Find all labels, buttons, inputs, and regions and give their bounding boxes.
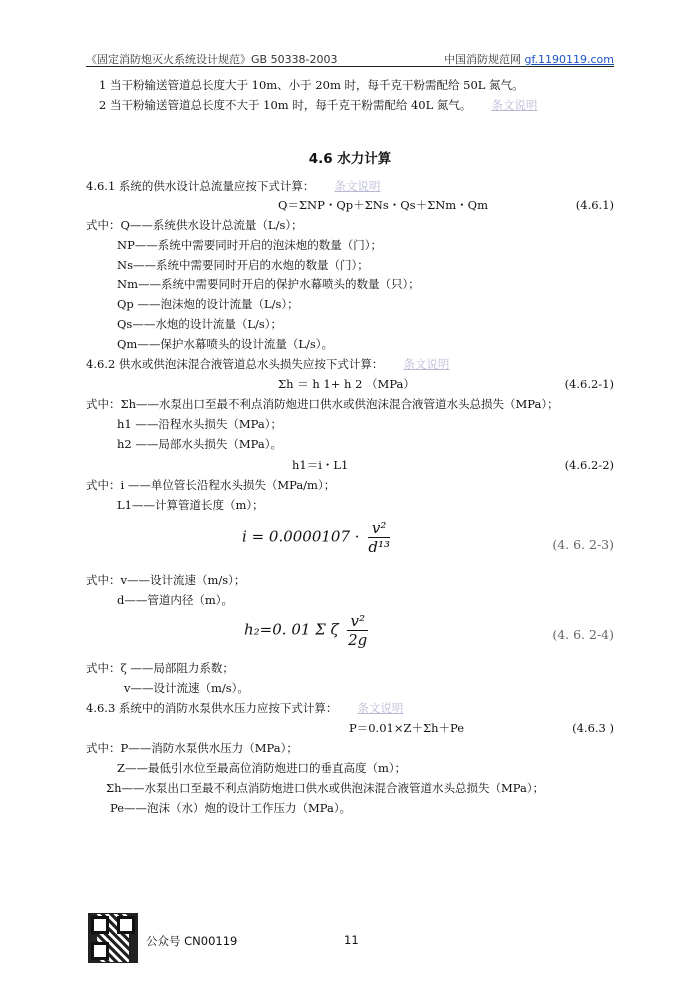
formula-fraction: $\frac{\text{v²}}{2g}$: [348, 612, 368, 649]
def-line: 式中：P——消防水泵供水压力（MPa）；: [86, 741, 298, 755]
doc-header-title: 《固定消防炮灭火系统设计规范》GB 50338-2003: [86, 53, 338, 66]
formula-462-3: i = 0.0000107 · $\frac{\text{v²}}{\text{d¹³}}$: [242, 519, 390, 556]
formula-462-2: h1＝i・L1: [292, 458, 349, 472]
site-url-link[interactable]: gf.1190119.com: [524, 53, 614, 66]
def-line: 式中：ζ ——局部阻力系数；: [86, 661, 234, 675]
def-line: d——管道内径（m）。: [117, 593, 234, 607]
qr-code-image: [88, 913, 138, 963]
page-number: 11: [344, 933, 359, 947]
clause-463-heading: 4.6.3 系统中的消防水泵供水压力应按下式计算： 条文说明: [86, 701, 404, 715]
eqno-462-2: (4.6.2-2): [564, 458, 614, 472]
def-line: v——设计流速（m/s）。: [124, 681, 249, 695]
def-line: 式中：Σh——水泵出口至最不利点消防炮进口供水或供泡沫混合液管道水头总损失（MPa）；: [86, 397, 559, 411]
formula-463: P＝0.01×Z＋Σh＋Pe: [349, 721, 465, 735]
doc-header-site: [444, 51, 614, 67]
eqno-463: (4.6.3 ): [572, 721, 614, 735]
clause-note-link[interactable]: 条文说明: [357, 701, 404, 715]
eqno-461: (4.6.1): [575, 198, 614, 212]
clause-note-link[interactable]: 条文说明: [403, 357, 450, 371]
def-line: Qs——水炮的设计流量（L/s）；: [117, 317, 282, 331]
wechat-account: 公众号 CN00119: [146, 934, 238, 948]
clause-note-link[interactable]: 条文说明: [334, 179, 381, 193]
eqno-462-3: (4. 6. 2-3): [552, 537, 614, 552]
section-title: 4.6 水力计算: [308, 151, 392, 167]
intro-item-1: 1 当干粉输送管道总长度大于 10m、小于 20m 时，每千克干粉需配给 50L 氮气。: [99, 78, 524, 92]
clause-461-heading: 4.6.1 系统的供水设计总流量应按下式计算： 条文说明: [86, 179, 381, 193]
def-line: h1 ——沿程水头损失（MPa）；: [117, 417, 282, 431]
formula-461: Q＝ΣNP・Qp＋ΣNs・Qs＋ΣNm・Qm: [278, 198, 489, 212]
def-line: 式中：i ——单位管长沿程水头损失（MPa/m）；: [86, 478, 336, 492]
def-line: Nm——系统中需要同时开启的保护水幕喷头的数量（只）；: [117, 277, 420, 291]
def-line: L1——计算管道长度（m）；: [117, 498, 264, 512]
formula-fraction: $\frac{\text{v²}}{\text{d¹³}}$: [368, 519, 390, 556]
header-rule: [86, 66, 614, 67]
def-line: Pe——泡沫（水）炮的设计工作压力（MPa）。: [110, 801, 352, 815]
def-line: h2 ——局部水头损失（MPa）。: [117, 437, 282, 451]
formula-462-1: Σh ＝ h 1+ h 2 （MPa）: [278, 377, 415, 391]
formula-462-4: h₂=0. 01 Σ ζ $\frac{\text{v²}}{2g}$: [244, 612, 368, 649]
site-name: 中国消防规范网: [443, 53, 521, 66]
def-line: NP——系统中需要同时开启的泡沫炮的数量（门）；: [117, 238, 383, 252]
def-line: Qp ——泡沫炮的设计流量（L/s）；: [117, 297, 299, 311]
clause-note-link[interactable]: 条文说明: [491, 98, 538, 112]
eqno-462-4: (4. 6. 2-4): [552, 627, 614, 642]
eqno-462-1: (4.6.2-1): [564, 377, 614, 391]
def-line: Qm——保护水幕喷头的设计流量（L/s）。: [117, 337, 333, 351]
intro-item-2: 2 当干粉输送管道总长度不大于 10m 时，每千克干粉需配给 40L 氮气。 条文说明: [99, 98, 538, 112]
def-line: 式中：Q——系统供水设计总流量（L/s）；: [86, 218, 303, 232]
def-line: Σh——水泵出口至最不利点消防炮进口供水或供泡沫混合液管道水头总损失（MPa）；: [106, 781, 545, 795]
def-line: Ns——系统中需要同时开启的水炮的数量（门）；: [117, 258, 369, 272]
def-line: 式中：v——设计流速（m/s）；: [86, 573, 246, 587]
def-line: Z——最低引水位至最高位消防炮进口的垂直高度（m）；: [117, 761, 407, 775]
clause-462-heading: 4.6.2 供水或供泡沫混合液管道总水头损失应按下式计算： 条文说明: [86, 357, 450, 371]
